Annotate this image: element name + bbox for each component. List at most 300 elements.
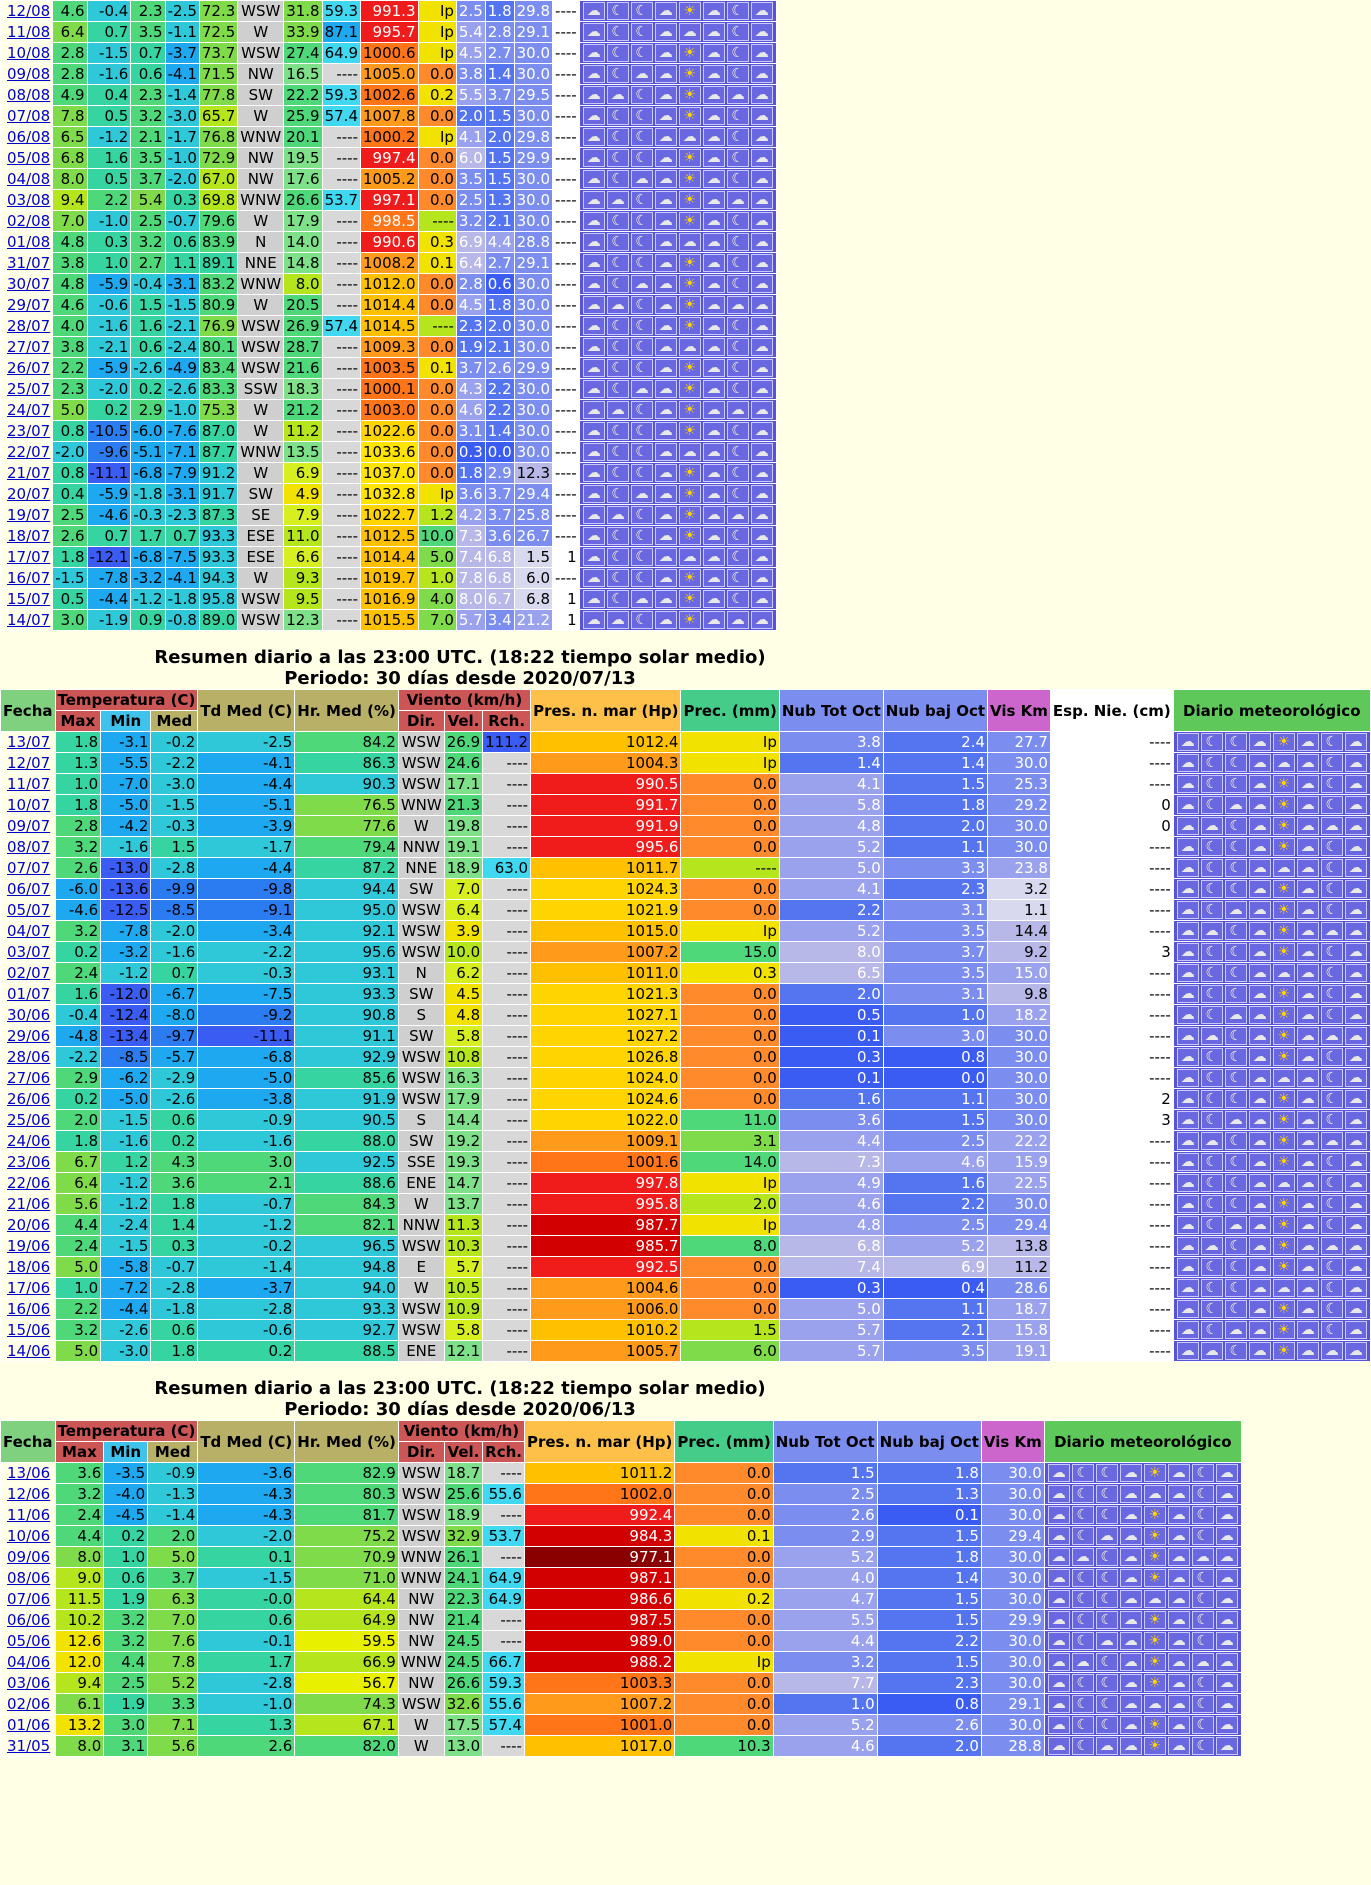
hr-med-cell: 95.0	[295, 900, 399, 921]
cloudy-icon: ☁	[1120, 1695, 1142, 1713]
wind-vel-cell: 10.0	[444, 942, 482, 963]
temp-min-cell: 1.6	[87, 148, 131, 169]
table-row	[1, 1463, 1242, 1484]
moon-icon: ☾	[1201, 1300, 1223, 1318]
temp-med-cell: -6.8	[131, 547, 165, 568]
cloudy-icon: ☁	[655, 233, 677, 251]
date-link[interactable]: 13/06	[7, 1463, 51, 1482]
col-fecha: Fecha	[1, 1421, 56, 1463]
cloudy-icon: ☁	[1345, 733, 1367, 751]
sun-icon: ☀	[679, 485, 701, 503]
moon-icon: ☾	[1201, 901, 1223, 919]
snow-depth-cell: ----	[1050, 1257, 1173, 1278]
cloudy-icon: ☁	[583, 170, 605, 188]
cloudy-icon: ☁	[1216, 1548, 1238, 1566]
date-link[interactable]: 23/07	[7, 421, 51, 440]
cloudy-icon: ☁	[751, 275, 773, 293]
visibility-cell: 9.2	[988, 942, 1051, 963]
moon-icon: ☾	[727, 359, 749, 377]
temp-max-cell: 3.8	[53, 253, 87, 274]
moon-icon: ☾	[727, 548, 749, 566]
wind-dir-cell: SW	[398, 984, 444, 1005]
hr-med-cell: 81.7	[295, 1505, 399, 1526]
daily-icons	[579, 64, 776, 85]
date-link[interactable]: 21/06	[7, 1194, 51, 1213]
cloud-low-cell: 1.8	[485, 1, 514, 22]
sun-icon: ☀	[1273, 1300, 1295, 1318]
date-link[interactable]: 19/07	[7, 505, 51, 524]
moon-icon: ☾	[1225, 943, 1247, 961]
cloud-total-cell: 1.6	[779, 1089, 883, 1110]
cloudy-icon: ☁	[1177, 1216, 1199, 1234]
precip-cell: 0.0	[418, 421, 456, 442]
moon-icon: ☾	[607, 275, 629, 293]
date-link[interactable]: 29/07	[7, 295, 51, 314]
date-link[interactable]: 11/08	[7, 22, 51, 41]
wind-vel-cell: 10.8	[444, 1047, 482, 1068]
snow-depth-cell: ----	[1050, 1299, 1173, 1320]
wind-vel-cell: 6.2	[444, 963, 482, 984]
temp-max-cell: 2.9	[55, 1068, 101, 1089]
wind-vel-cell: 18.9	[444, 858, 482, 879]
temp-max-cell: 7.0	[53, 211, 87, 232]
temp-max-cell: 2.8	[53, 43, 87, 64]
date-link[interactable]: 26/06	[7, 1089, 51, 1108]
date-link[interactable]: 03/08	[7, 190, 51, 209]
cloudy-icon: ☁	[1297, 1237, 1319, 1255]
temp-min-cell: -4.6	[87, 505, 131, 526]
date-link[interactable]: 10/06	[7, 1526, 51, 1545]
table-row	[1, 1194, 1371, 1215]
td-med-cell: -2.5	[165, 1, 199, 22]
cloudy-icon: ☁	[1048, 1611, 1070, 1629]
date-link[interactable]: 22/06	[7, 1173, 51, 1192]
date-link[interactable]: 19/06	[7, 1236, 51, 1255]
date-link[interactable]: 05/06	[7, 1631, 51, 1650]
temp-med-cell: 3.5	[131, 148, 165, 169]
cloud-total-cell: 7.3	[456, 526, 485, 547]
date-link[interactable]: 09/07	[7, 816, 51, 835]
cloud-low-cell: 6.8	[485, 568, 514, 589]
date-link[interactable]: 05/08	[7, 148, 51, 167]
cloudy-icon: ☁	[1048, 1485, 1070, 1503]
date-link[interactable]: 01/08	[7, 232, 51, 251]
cloudy-icon: ☁	[1249, 838, 1271, 856]
wind-gust-cell: ----	[483, 1320, 531, 1341]
td-med-cell: 1.1	[165, 253, 199, 274]
date-cell	[1, 1715, 56, 1736]
table-row	[1, 1068, 1371, 1089]
cloudy-icon: ☁	[1321, 1027, 1343, 1045]
snow-depth-cell: ----	[1050, 1047, 1173, 1068]
cloudy-icon: ☁	[1297, 1153, 1319, 1171]
cloudy-icon: ☁	[1297, 1216, 1319, 1234]
date-link[interactable]: 16/06	[7, 1299, 51, 1318]
wind-vel-cell: 10.3	[444, 1236, 482, 1257]
date-link[interactable]: 17/07	[7, 547, 51, 566]
date-link[interactable]: 02/07	[7, 963, 51, 982]
temp-med-cell: 5.2	[148, 1673, 198, 1694]
temp-max-cell: 4.8	[53, 274, 87, 295]
td-med-cell: -2.0	[198, 1526, 295, 1547]
date-link[interactable]: 29/06	[7, 1026, 51, 1045]
col-viento: Viento (km/h)	[398, 690, 530, 711]
td-med-cell: 1.3	[198, 1715, 295, 1736]
wind-dir-cell: WSW	[238, 358, 284, 379]
cloud-low-cell: 1.1	[883, 1299, 987, 1320]
date-link[interactable]: 24/07	[7, 400, 51, 419]
pressure-cell: 1000.1	[361, 379, 419, 400]
hr-med-cell: 76.5	[295, 795, 399, 816]
cloudy-icon: ☁	[583, 527, 605, 545]
moon-icon: ☾	[1225, 754, 1247, 772]
wind-vel-cell: 19.8	[444, 816, 482, 837]
temp-med-cell: 2.3	[131, 85, 165, 106]
date-link[interactable]: 17/06	[7, 1278, 51, 1297]
date-link[interactable]: 18/07	[7, 526, 51, 545]
temp-max-cell: 1.3	[55, 753, 101, 774]
date-cell	[1, 837, 56, 858]
pressure-cell: 1000.6	[361, 43, 419, 64]
date-link[interactable]: 03/06	[7, 1673, 51, 1692]
date-link[interactable]: 12/06	[7, 1484, 51, 1503]
temp-max-cell: 12.6	[55, 1631, 104, 1652]
cloud-low-cell: 1.3	[485, 190, 514, 211]
precip-cell: 0.0	[681, 816, 779, 837]
date-link[interactable]: 07/06	[7, 1589, 51, 1608]
daily-icons	[579, 484, 776, 505]
daily-icons	[579, 85, 776, 106]
date-link[interactable]: 25/06	[7, 1110, 51, 1129]
cloudy-icon: ☁	[583, 254, 605, 272]
temp-min-cell: -2.4	[101, 1215, 151, 1236]
date-link[interactable]: 07/07	[7, 858, 51, 877]
date-link[interactable]: 02/06	[7, 1694, 51, 1713]
pressure-cell: 1007.8	[361, 106, 419, 127]
date-link[interactable]: 27/07	[7, 337, 51, 356]
date-link[interactable]: 04/06	[7, 1652, 51, 1671]
date-cell	[1, 1131, 56, 1152]
temp-med-cell: 2.0	[148, 1526, 198, 1547]
date-link[interactable]: 06/07	[7, 879, 51, 898]
date-link[interactable]: 08/08	[7, 85, 51, 104]
precip-cell: 0.0	[675, 1631, 773, 1652]
precip-cell: 0.0	[675, 1610, 773, 1631]
moon-icon: ☾	[1201, 1174, 1223, 1192]
wind-gust-cell: ----	[483, 795, 531, 816]
date-link[interactable]: 10/08	[7, 43, 51, 62]
cloud-total-cell: 6.5	[779, 963, 883, 984]
precip-cell: 1.2	[418, 505, 456, 526]
hr-med-cell: 91.2	[199, 463, 237, 484]
wind-dir-cell: SW	[238, 85, 284, 106]
date-link[interactable]: 06/08	[7, 127, 51, 146]
wind-dir-cell: WSW	[398, 921, 444, 942]
date-link[interactable]: 14/06	[7, 1341, 51, 1360]
cloud-low-cell: 2.3	[883, 879, 987, 900]
precip-cell: 0.0	[675, 1715, 773, 1736]
snow-depth-cell: ----	[1050, 921, 1173, 942]
date-cell	[1, 148, 53, 169]
wind-gust-cell: ----	[322, 64, 360, 85]
date-cell	[1, 774, 56, 795]
td-med-cell: -1.1	[165, 22, 199, 43]
moon-icon: ☾	[607, 443, 629, 461]
table-row	[1, 337, 777, 358]
climate-table	[0, 0, 777, 631]
date-link[interactable]: 12/08	[7, 1, 51, 20]
date-link[interactable]: 11/06	[7, 1505, 51, 1524]
date-cell	[1, 1610, 56, 1631]
cloudy-icon: ☁	[1192, 1548, 1214, 1566]
date-link[interactable]: 09/06	[7, 1547, 51, 1566]
snow-depth-cell: ----	[553, 253, 580, 274]
wind-vel-cell: 8.0	[284, 274, 322, 295]
date-link[interactable]: 31/07	[7, 253, 51, 272]
cloud-low-cell: 1.0	[883, 1005, 987, 1026]
hr-med-cell: 87.0	[199, 421, 237, 442]
date-cell	[1, 211, 53, 232]
temp-med-cell: 2.3	[131, 1, 165, 22]
temp-min-cell: -1.5	[101, 1110, 151, 1131]
cloudy-icon: ☁	[1144, 1590, 1166, 1608]
cloudy-icon: ☁	[1249, 1153, 1271, 1171]
cloudy-icon: ☁	[1177, 796, 1199, 814]
moon-icon: ☾	[1225, 1300, 1247, 1318]
precip-cell: 0.0	[675, 1568, 773, 1589]
moon-icon: ☾	[727, 149, 749, 167]
date-link[interactable]: 01/06	[7, 1715, 51, 1734]
wind-dir-cell: W	[238, 463, 284, 484]
date-link[interactable]: 27/06	[7, 1068, 51, 1087]
date-link[interactable]: 16/07	[7, 568, 51, 587]
temp-med-cell: -2.8	[151, 858, 198, 879]
cloudy-icon: ☁	[1177, 1174, 1199, 1192]
date-link[interactable]: 25/07	[7, 379, 51, 398]
snow-depth-cell: ----	[553, 1, 580, 22]
daily-icons	[579, 589, 776, 610]
precip-cell: 15.0	[681, 942, 779, 963]
date-link[interactable]: 02/08	[7, 211, 51, 230]
cloudy-icon: ☁	[703, 527, 725, 545]
cloudy-icon: ☁	[1048, 1674, 1070, 1692]
cloudy-icon: ☁	[655, 380, 677, 398]
hr-med-cell: 92.1	[295, 921, 399, 942]
moon-icon: ☾	[607, 527, 629, 545]
col-vis: Vis Km	[988, 690, 1051, 732]
temp-min-cell: -3.5	[104, 1463, 148, 1484]
td-med-cell: -0.8	[165, 610, 199, 631]
cloudy-icon: ☁	[1345, 1132, 1367, 1150]
cloudy-icon: ☁	[583, 359, 605, 377]
moon-icon: ☾	[607, 2, 629, 20]
date-link[interactable]: 28/06	[7, 1047, 51, 1066]
td-med-cell: 0.7	[165, 526, 199, 547]
date-link[interactable]: 30/06	[7, 1005, 51, 1024]
wind-gust-cell: ----	[483, 1089, 531, 1110]
daily-icons	[1044, 1652, 1241, 1673]
date-link[interactable]: 07/08	[7, 106, 51, 125]
date-link[interactable]: 08/06	[7, 1568, 51, 1587]
moon-icon: ☾	[727, 527, 749, 545]
wind-vel-cell: 4.8	[444, 1005, 482, 1026]
temp-max-cell: 1.8	[55, 732, 101, 753]
temp-med-cell: -5.1	[131, 442, 165, 463]
cloud-total-cell: 8.0	[456, 589, 485, 610]
moon-icon: ☾	[1192, 1506, 1214, 1524]
hr-med-cell: 86.3	[295, 753, 399, 774]
date-link[interactable]: 30/07	[7, 274, 51, 293]
wind-dir-cell: WSW	[398, 900, 444, 921]
date-cell	[1, 190, 53, 211]
cloudy-icon: ☁	[631, 485, 653, 503]
cloud-low-cell: 6.7	[485, 589, 514, 610]
precip-cell: 0.0	[681, 879, 779, 900]
header-row	[1, 690, 1371, 711]
temp-min-cell: 1.9	[104, 1694, 148, 1715]
wind-vel-cell: 18.7	[444, 1463, 482, 1484]
date-link[interactable]: 22/07	[7, 442, 51, 461]
date-link[interactable]: 12/07	[7, 753, 51, 772]
date-link[interactable]: 15/06	[7, 1320, 51, 1339]
cloudy-icon: ☁	[1048, 1653, 1070, 1671]
cloudy-icon: ☁	[1177, 859, 1199, 877]
temp-min-cell: -1.5	[101, 1236, 151, 1257]
moon-icon: ☾	[1072, 1611, 1094, 1629]
date-cell	[1, 1652, 56, 1673]
td-med-cell: -4.1	[165, 568, 199, 589]
cloudy-icon: ☁	[1216, 1653, 1238, 1671]
date-link[interactable]: 31/05	[7, 1736, 51, 1755]
wind-dir-cell: WSW	[238, 43, 284, 64]
td-med-cell: -4.9	[165, 358, 199, 379]
date-link[interactable]: 11/07	[7, 774, 51, 793]
cloud-total-cell: 2.5	[773, 1484, 877, 1505]
moon-icon: ☾	[1192, 1695, 1214, 1713]
temp-min-cell: 3.2	[104, 1631, 148, 1652]
cloud-low-cell: 2.7	[485, 43, 514, 64]
date-link[interactable]: 18/06	[7, 1257, 51, 1276]
wind-vel-cell: 33.9	[284, 22, 322, 43]
cloud-low-cell: 1.5	[883, 1110, 987, 1131]
date-link[interactable]: 20/07	[7, 484, 51, 503]
date-link[interactable]: 05/07	[7, 900, 51, 919]
cloudy-icon: ☁	[583, 380, 605, 398]
td-med-cell: -2.8	[198, 1673, 295, 1694]
cloudy-icon: ☁	[1168, 1674, 1190, 1692]
col-rch: Rch.	[483, 711, 531, 732]
temp-min-cell: -1.2	[101, 1173, 151, 1194]
wind-vel-cell: 6.4	[444, 900, 482, 921]
date-link[interactable]: 10/07	[7, 795, 51, 814]
date-link[interactable]: 21/07	[7, 463, 51, 482]
date-cell	[1, 547, 53, 568]
date-link[interactable]: 01/07	[7, 984, 51, 1003]
moon-icon: ☾	[607, 44, 629, 62]
date-cell	[1, 1089, 56, 1110]
date-link[interactable]: 24/06	[7, 1131, 51, 1150]
date-link[interactable]: 08/07	[7, 837, 51, 856]
cloud-low-cell: 1.4	[883, 753, 987, 774]
cloud-low-cell: 3.1	[883, 900, 987, 921]
temp-min-cell: -2.0	[87, 379, 131, 400]
daily-icons	[1173, 963, 1370, 984]
daily-icons	[579, 442, 776, 463]
cloud-total-cell: 3.2	[456, 211, 485, 232]
cloud-total-cell: 3.5	[456, 169, 485, 190]
date-link[interactable]: 09/08	[7, 64, 51, 83]
moon-icon: ☾	[1321, 901, 1343, 919]
date-link[interactable]: 04/07	[7, 921, 51, 940]
cloud-low-cell: 1.1	[883, 1089, 987, 1110]
temp-max-cell: 0.2	[55, 942, 101, 963]
cloud-low-cell: 3.7	[485, 85, 514, 106]
wind-vel-cell: 21.3	[444, 795, 482, 816]
pressure-cell: 977.1	[524, 1547, 674, 1568]
wind-vel-cell: 16.3	[444, 1068, 482, 1089]
daily-icons	[579, 400, 776, 421]
wind-dir-cell: WNW	[398, 1568, 444, 1589]
temp-max-cell: 3.6	[55, 1463, 104, 1484]
cloud-total-cell: 4.6	[456, 400, 485, 421]
cloud-total-cell: 4.9	[779, 1173, 883, 1194]
date-link[interactable]: 26/07	[7, 358, 51, 377]
td-med-cell: -1.7	[198, 837, 295, 858]
cloud-total-cell: 5.2	[779, 921, 883, 942]
moon-icon: ☾	[607, 65, 629, 83]
daily-icons	[579, 274, 776, 295]
cloudy-icon: ☁	[1216, 1695, 1238, 1713]
cloudy-icon: ☁	[751, 422, 773, 440]
cloudy-icon: ☁	[1177, 817, 1199, 835]
visibility-cell: 27.7	[988, 732, 1051, 753]
pressure-cell: 1022.0	[531, 1110, 681, 1131]
cloud-total-cell: 5.2	[779, 837, 883, 858]
cloudy-icon: ☁	[1120, 1485, 1142, 1503]
moon-icon: ☾	[727, 317, 749, 335]
wind-vel-cell: 27.4	[284, 43, 322, 64]
cloudy-icon: ☁	[1249, 880, 1271, 898]
cloud-low-cell: 2.3	[877, 1673, 981, 1694]
moon-icon: ☾	[631, 506, 653, 524]
moon-icon: ☾	[1072, 1716, 1094, 1734]
moon-icon: ☾	[1192, 1590, 1214, 1608]
date-link[interactable]: 04/08	[7, 169, 51, 188]
date-link[interactable]: 14/07	[7, 610, 51, 629]
date-link[interactable]: 06/06	[7, 1610, 51, 1629]
date-link[interactable]: 28/07	[7, 316, 51, 335]
wind-gust-cell: ----	[483, 942, 531, 963]
table-row	[1, 169, 777, 190]
temp-med-cell: -2.8	[151, 1278, 198, 1299]
wind-dir-cell: ESE	[238, 547, 284, 568]
date-link[interactable]: 23/06	[7, 1152, 51, 1171]
precip-cell: Ip	[681, 921, 779, 942]
wind-dir-cell: WNW	[398, 1652, 444, 1673]
moon-icon: ☾	[607, 128, 629, 146]
hr-med-cell: 93.3	[199, 547, 237, 568]
table-row	[1, 547, 777, 568]
date-link[interactable]: 20/06	[7, 1215, 51, 1234]
date-link[interactable]: 15/07	[7, 589, 51, 608]
date-link[interactable]: 03/07	[7, 942, 51, 961]
temp-med-cell: 0.9	[131, 610, 165, 631]
cloud-low-cell: 1.8	[877, 1463, 981, 1484]
td-med-cell: 0.1	[198, 1547, 295, 1568]
date-link[interactable]: 13/07	[7, 732, 51, 751]
sun-icon: ☀	[679, 569, 701, 587]
wind-gust-cell: 66.7	[483, 1652, 525, 1673]
